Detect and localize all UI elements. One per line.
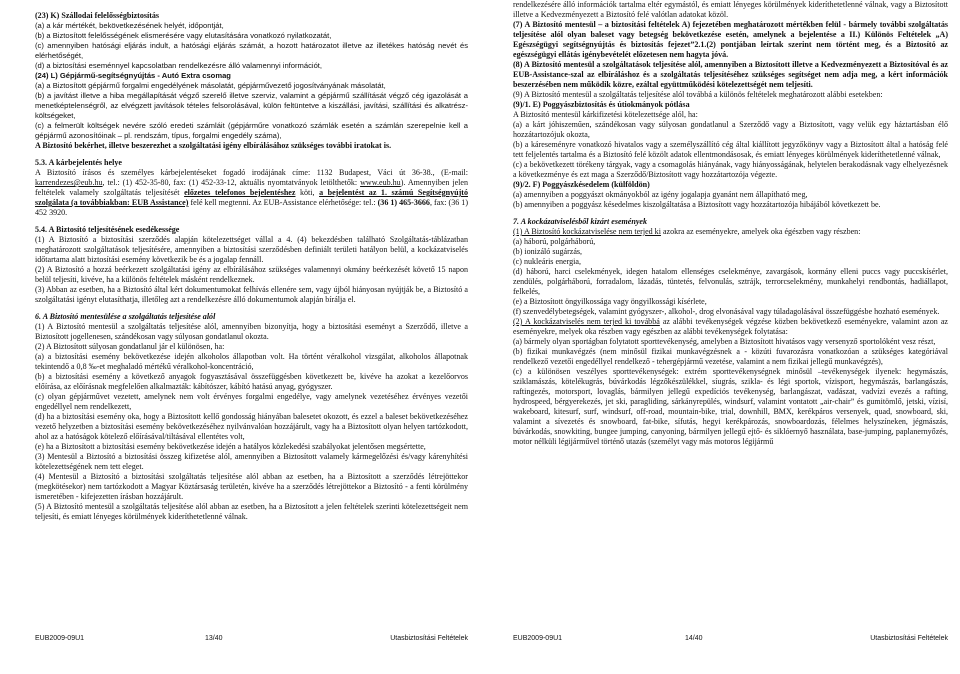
left-column bbox=[35, 11, 468, 522]
text-run: , fax: (36 1) 452 3920. bbox=[35, 198, 468, 217]
paragraph: (2) A Biztosító a hozzá beérkezett szolgáltatási igény az elbírálásához szükséges valamennyi okmány beérkezését követő 15 napon belül teljesíti, kivéve, ha a különös feltételek másként rendelkeznek. bbox=[35, 265, 468, 284]
subsection-title: (9)/1. E) Poggyászbiztosítás és útiokmányok pótlása bbox=[513, 100, 690, 109]
list-item: (e) a Biztosított öngyilkossága vagy öngyilkossági kísérlete, bbox=[513, 297, 707, 306]
doc-code: EUB2009-09U1 bbox=[35, 635, 85, 642]
page-number: 14/40 bbox=[685, 635, 703, 642]
list-item: (a) bármely olyan sportágban folytatott sporttevékenység, amelyben a Biztosított hivatásos vagy versenyző sportolóként vesz részt, bbox=[513, 337, 936, 346]
paragraph-continued: rendelkezésére álló információk tartalma eltér egymástól, és emiatt lényeges körülmények kideríthetetlenné válnak, vagy a Biztosított illetve a Kedvezményezett a Biztosító felé valótlan adatokat közöl. bbox=[513, 0, 948, 19]
text-run: az alábbi tevékenységek végzése közben bekövetkező eseményekre, valamint azon az eseményekre, melyek oka részben vagy egészben az alábbi tevékenységek folytatása: bbox=[513, 317, 948, 336]
text-run: felé kell megtenni. Az EUB-Assistance elérhetősége: tel.: bbox=[188, 198, 378, 207]
list-item: (c) a különösen veszélyes sporttevékenységek: extrém sporttevékenységnek minősül –tevékenységek ilyenek: hegymászás, sziklamászás, kötelékugrás, búvárkodás légzőkészülékkel, síugrás, szikla- és légi sportok, vízisport, hegymászás, barlangászás, raftingezés, motorsport, lovaglás, bármilyen jellegű expedíciós tevékenység, barlangászat, vadászat, vadvízi evezés a rafting, hydrospeed, bérgyerekezés, jet ski, paragliding, sárkányrepülés, windsurf, valamint vontatott „air-chair” és gumitömlő, jetski, vízisí, wakeboard, kitesurf, surf, windsurf, off-road, mountain-bike, trial, downhill, BMX, kerékpáros versenyek, quad, snowboard, ski, valamint a sívezetés és snowboard, fat-bike, sífutás, hegyi kerékpározás, snowboardozás, félelmes helyszíneken, jégmászás, búvárkodás, snowkiting, bungee jumping, canyoning, bármilyen jellegű ejtő- és siklóernyő használata, base-jumping, paplanernyőzés, motor nélküli légijárművel történő utazás (személyt vagy más motoros légijármű bbox=[513, 367, 948, 446]
page-footer bbox=[35, 634, 468, 644]
paragraph: (4) Mentesül a Biztosító a biztosítási szolgáltatás teljesítése alól abban az esetben, ha a Biztosított a szerződés létrejöttekor (megkötésekor) nem tartózkodott a Magyar Köztársaság területén, kivéve ha a szerződés létrejöttekor a Biztosító - a fenti körülmény ismeretében - kifejezetten írásban hozzájárult. bbox=[35, 472, 468, 501]
list-item: (c) a bekövetkezett törékeny tárgyak, vagy a csomagolás hiányának, vagy hiányosságának, helytelen berakodásnak vagy elhelyezésnek a következménye és ezt maga a Szerződő/Biztosított vagy hozzátartozója végezte. bbox=[513, 160, 948, 179]
list-item: (b) a javítást illetve a hiba megállapítását végző szerelő illetve szerviz, valamint a gépjármű szállítását végző cég igazolását a menetképtelenségről, az elvégzett javítások tételes felsorolásával, külön feltüntetve a kiszállási, javítási, szállítási és alkatrész-költségeket, bbox=[35, 91, 468, 120]
paragraph: (a) a biztosítási esemény bekövetkezése idején alkoholos állapotban volt. Ha történt véralkohol vizsgálat, alkoholos állapotnak tekintendő a 0,8 ‰-et meghaladó mértékű véralkohol-koncentráció, bbox=[35, 352, 468, 371]
paragraph: (3) Abban az esetben, ha a Biztosító által kért dokumentumokat felhívás ellenére sem, vagy újból hiányosan nyújtják be, a Biztosító a szolgáltatási igényt elutasíthatja, illetőleg azt a rendelkezésre álló dokumentumok alapján bírálja el. bbox=[35, 285, 468, 304]
list-item: (b) a káreseményre vonatkozó hivatalos vagy a személyszállító cég által kiállított jegyzőkönyv vagy a Biztosított által a hatóság felé tett feljelentés tartalma és a Biztosító felé közölt adatok ellentmondásosak, és emiatt lényeges körülmények kideríthetetlenné válnak, bbox=[513, 140, 948, 159]
paragraph: (1) A Biztosító mentesül a szolgáltatás teljesítése alól, amennyiben bizonyítja, hogy a biztosítási eseményt a Szerződő, illetve a Biztosított jogellenesen, szándékosan vagy súlyosan gondatlanul okozta. bbox=[35, 322, 468, 341]
text-run: A Biztosító írásos és személyes kárbejelentéseket fogadó irodájának címe: 1132 Budapest, Váci út 36-38., (E-mail: bbox=[35, 168, 468, 177]
list-item: (c) nukleáris energia, bbox=[513, 257, 581, 266]
paragraph bbox=[513, 317, 948, 337]
list-item: (b) ionizáló sugárzás, bbox=[513, 247, 583, 256]
list-item: A Biztosító mentesül kárkifizetési kötelezettsége alól, ha: bbox=[513, 110, 698, 119]
doc-code: EUB2009-09U1 bbox=[513, 635, 563, 642]
list-item: (d) háború, harci cselekmények, idegen hatalom ellenséges cselekménye, zavargások, kormány elleni puccs vagy puccskísérlet, zendülés, polgárháború, forradalom, lázadás, tüntetés, felvonulás, sztrájk, terrorcselekmény, munkahelyi rendbontás, hadiállapot, felkelés, bbox=[513, 267, 948, 296]
paragraph: (7) A Biztosító mentesül – a biztosítási feltételek A) fejezetében meghatározott mértékben felül - bármely további szolgáltatás teljesítése alól olyan baleset vagy betegség bekövetkezése esetén, amelynek a bejelentése a II.) Különös Feltételek „A) Egészségügyi segítségnyújtás és biztosítás fejezet”2.1.(2) pontjában leírtak szerint nem történt meg, és a Biztosító az egészségügyi ellátás igénybevételét előzetesen nem hagyta jóvá. bbox=[513, 20, 948, 59]
page-number: 13/40 bbox=[205, 635, 223, 642]
page-footer bbox=[513, 634, 948, 644]
paragraph: (9) A Biztosító mentesül a szolgáltatás teljesítése alól továbbá a különös feltételek meghatározott alábbi esetekben: bbox=[513, 90, 883, 99]
list-item: (a) a Biztosított gépjármű forgalmi engedélyének másolatát, gépjárművezető jogosítványának másolatát, bbox=[35, 81, 386, 90]
paragraph: (2) A Biztosított súlyosan gondatlanul jár el különösen, ha: bbox=[35, 342, 225, 351]
list-item: (a) háború, polgárháború, bbox=[513, 237, 596, 246]
section-23-title: (23) K) Szállodai felelősségbiztosítás bbox=[35, 11, 160, 20]
phone-number: (36 1) 465-3666 bbox=[377, 198, 430, 207]
section-53-text bbox=[35, 168, 468, 218]
paragraph: (d) ha a biztosítási esemény oka, hogy a Biztosított kellő gondosság hiányában balesetet okozott, és ezzel a baleset bekövetkezéséhez vezető helyzetben a biztosítási esemény bekövetkezéséhez nyilvánvalóan hozzájárult, vagy ha a Biztosított olyan helyen tartózkodott, ahol az a hatóságok kötelező előírásával/tiltásával ellentétes volt, bbox=[35, 412, 468, 441]
text-run-bold: előzetes telefonos bejelentéshez bbox=[184, 188, 296, 197]
list-item: (c) amennyiben hatósági eljárás indult, a hatósági eljárás számát, a hozott határozatot illetve az illetékes hatóság nevét és elérhetőségét, bbox=[35, 41, 468, 60]
list-item: (a) a kár mértékét, bekövetkezésének helyét, időpontját, bbox=[35, 21, 224, 30]
list-item: (a) a kárt jóhiszeműen, szándékosan vagy súlyosan gondatlanul a Szerződő vagy a Biztosított, vagy velük egy háztartásban élő hozzátartozójuk okozta, bbox=[513, 120, 948, 139]
section-24-title: (24) L) Gépjármű-segítségnyújtás - Autó Extra csomag bbox=[35, 71, 231, 80]
paragraph: (8) A Biztosító mentesül a szolgáltatások teljesítése alól, amennyiben a Biztosított illetve a Kedvezményezett a Biztosítóval és az EUB-Assistance-szal az elbíráláshoz és a szolgáltatás teljesítéséhez szükséges segítséget nem adja meg, a kért információk beszerzésében nem működik közre, ezáltal együttműködési kötelezettségét nem teljesíti. bbox=[513, 60, 948, 89]
list-item: (f) szenvedélybetegségek, valamint gyógyszer-, alkohol-, drog elvonásával vagy túladagolásával összefüggésbe hozható események. bbox=[513, 307, 940, 316]
web-link[interactable]: www.eub.hu bbox=[360, 178, 401, 187]
section-24-list bbox=[35, 81, 468, 141]
text-run: köti, bbox=[295, 188, 320, 197]
list-item: (b) a Biztosított felelősségének elismerésére vagy elutasítására vonatkozó nyilatkozatát, bbox=[35, 31, 332, 40]
paragraph: (3) Mentesül a Biztosító a biztosítási összeg kifizetése alól, amennyiben a Biztosított valamely kármegelőzési és/vagy kárenyhítési kötelezettségének nem tett eleget. bbox=[35, 452, 468, 471]
list-item: (d) a biztosítási eseménnyel kapcsolatban rendelkezésre álló valamennyi információt, bbox=[35, 61, 323, 70]
text-run-bold: a bejelentést az 1. számú Segítségnyújtó szolgálata (a továbbiakban: EUB Assistance) bbox=[35, 188, 468, 207]
text-run: (1) A Biztosító kockázatviselése nem terjed ki bbox=[513, 227, 661, 236]
text-run: ). Amennyiben jelen feltételek valamely szolgáltatás teljesítését bbox=[35, 178, 468, 197]
right-page bbox=[480, 0, 960, 674]
list-item: (b) amennyiben a poggyász késedelmes kiszolgáltatása a Biztosított vagy hozzátartozója hibájából következett be. bbox=[513, 200, 881, 209]
text-run: azokra az eseményekre, amelyek oka égészben vagy részben: bbox=[660, 227, 861, 236]
doc-title: Utasbiztosítási Feltételek bbox=[390, 635, 468, 642]
paragraph: (5) A Biztosító mentesül a szolgáltatás teljesítése alól abban az esetben, ha a Biztosított a jelen feltételek szerinti kötelezettségeit nem teljesíti, és emiatt lényeges körülmények kideríthetetlenné válnak. bbox=[35, 502, 468, 521]
paragraph: (1) A Biztosító a biztosítási szerződés alapján kötelezettséget vállal a 4. (4) bekezdésben található Szolgáltatás-táblázatban meghatározott szolgáltatások teljesítésére, amennyiben a biztosítási szerződésben definiált területi hatályon belül, a kockázatviselés időtartama alatt biztosítási esemény következik be és a jogalap fennáll. bbox=[35, 235, 468, 264]
paragraph: (c) olyan gépjárművet vezetett, amelynek nem volt érvényes forgalmi engedélye, vagy amelynek vezetéséhez érvényes vezetői engedéllyel nem rendelkezett, bbox=[35, 392, 468, 411]
paragraph bbox=[513, 227, 948, 237]
paragraph: (b) a biztosítási esemény a következő anyagok fogyasztásával összefüggésben következett be, kivéve ha azokat a kezelőorvos előírása, az előírásnak megfelelően alkalmazták: kábítószer, kábító hatású anyag, gyógyszer. bbox=[35, 372, 468, 391]
right-column bbox=[513, 0, 948, 447]
section-54-title: 5.4. A Biztosító teljesítésének esedékessége bbox=[35, 225, 180, 234]
list-item: (a) amennyiben a poggyászt okmányokból az igény jogalapja gyanánt nem állapítható meg, bbox=[513, 190, 808, 199]
section-24-note: A Biztosító bekérhet, illetve beszerezhet a szolgáltatási igény elbírálásához szükséges további iratokat is. bbox=[35, 141, 392, 150]
subsection-title: (9)/2. F) Poggyászkésedelem (külföldön) bbox=[513, 180, 650, 189]
section-53-title: 5.3. A kárbejelentés helye bbox=[35, 158, 122, 167]
section-23-list bbox=[35, 21, 468, 71]
text-run: (2) A kockázatviselés nem terjed ki továbbá bbox=[513, 317, 660, 326]
list-item: (b) fizikai munkavégzés (nem minősül fizikai munkavégzésnek a - közúti fuvarozásra vonatkozóan a szükséges kategóriával rendelkező vezetői engedéllyel rendelkező - tehergépjármű vezetése, valamint a nem fizikai jellegű munkavégzés), bbox=[513, 347, 948, 366]
section-6-title: 6. A Biztosító mentesülése a szolgáltatás teljesítése alól bbox=[35, 312, 216, 321]
doc-title: Utasbiztosítási Feltételek bbox=[870, 635, 948, 642]
section-7-title: 7. A kockázatviselésből kizárt események bbox=[513, 217, 648, 226]
text-run: , tel.: (1) 452-35-80, fax: (1) 452-33-12, aktuális nyomtatványok letölthetők: bbox=[102, 178, 361, 187]
email-link[interactable]: karrendezes@eub.hu bbox=[35, 178, 103, 187]
list-item: (c) a felmerült költségek nevére szóló eredeti számláit (gépjárműre vonatkozó számlák esetén a számlán szerepelnie kell a gépjármű azonosítóinak – pl. rendszám, típus, forgalmi engedély száma), bbox=[35, 121, 468, 140]
paragraph: (e) ha a Biztosított a biztosítási esemény bekövetkezése idején a hatályos közlekedési szabályokat jelentősen megsértette, bbox=[35, 442, 426, 451]
